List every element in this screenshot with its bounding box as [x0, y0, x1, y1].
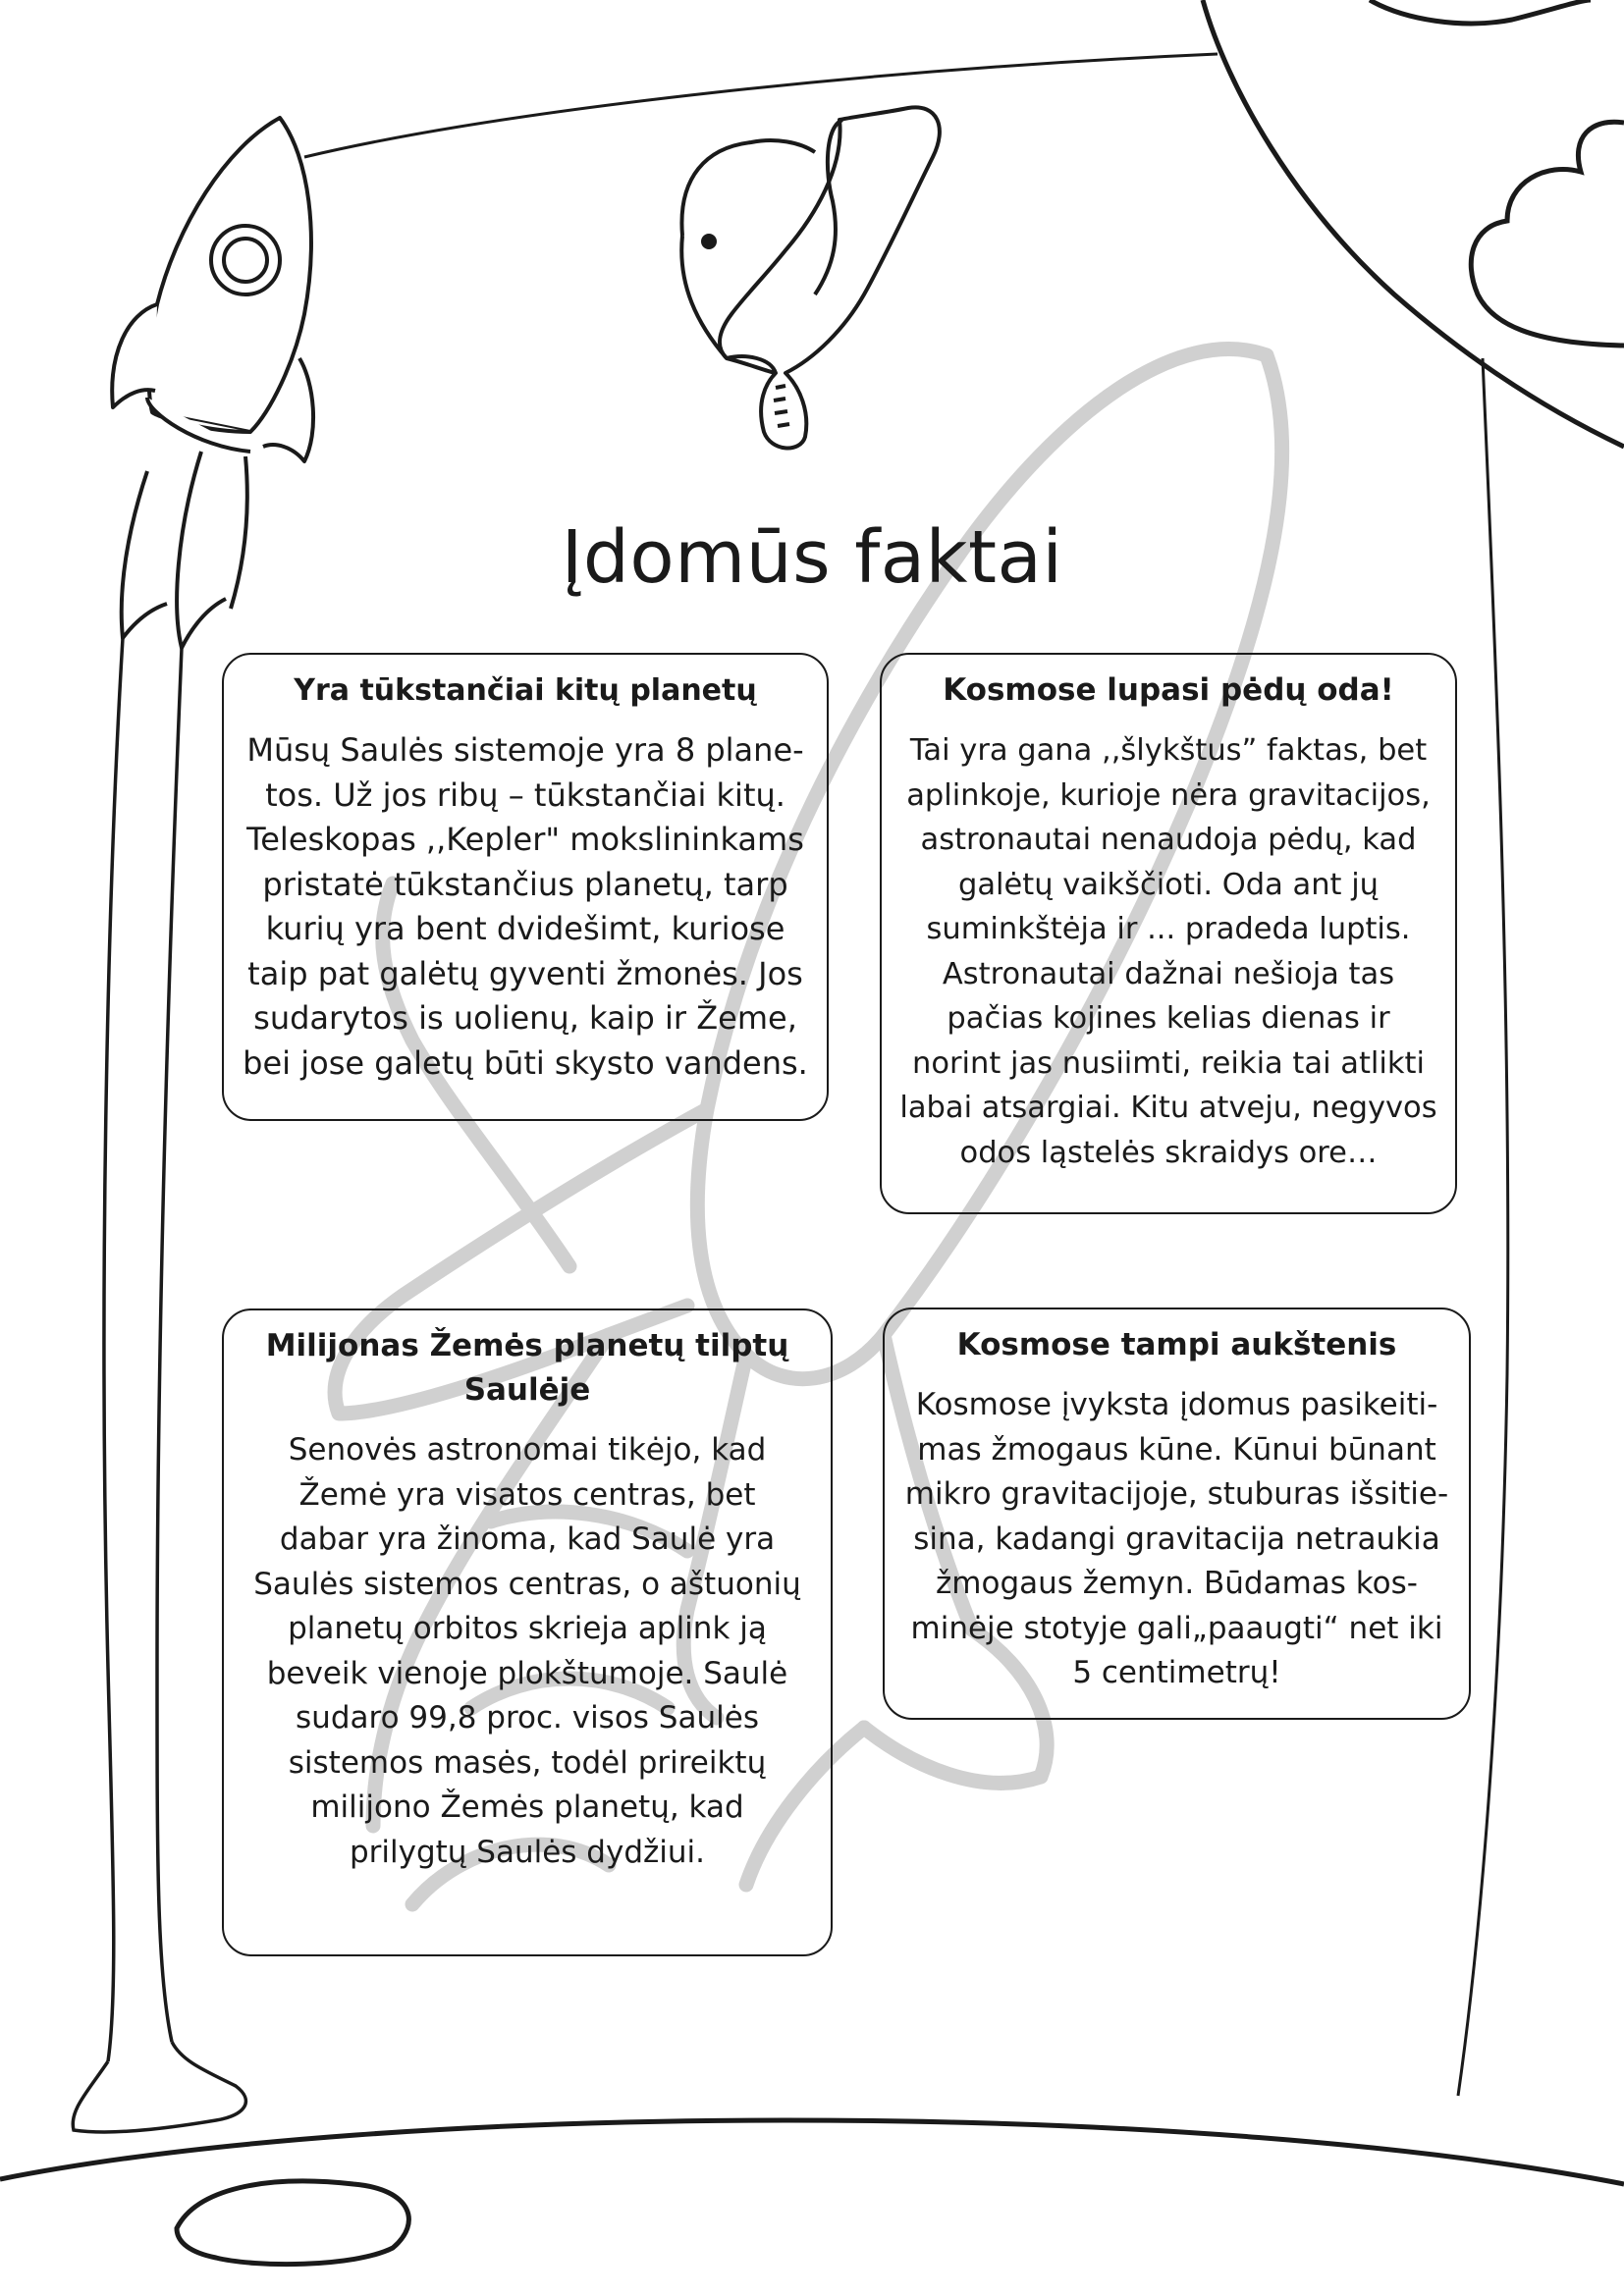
fact-box-sun-size [222, 1308, 833, 1956]
fact-body: Tai yra gana ,,šlykštus” faktas, bet aplinkoje, kurioje nėra gravitacijos, astronautai nenaudoja pėdų, kad galėtų vaikščioti. Oda ant jų suminkštėja ir ... pradeda luptis. Astronautai dažnai nešioja tas pačias kojines kelias dienas ir norint jas nusiimti, reikia tai atlikti labai atsargiai. Kitu atveju, negyvos odos ląstelės skraidys ore… [899, 733, 1437, 1170]
fact-box-feet-skin [880, 653, 1457, 1214]
fact-box-taller-in-space [883, 1308, 1471, 1720]
fact-heading: Yra tūkstančiai kitų planetų [294, 673, 757, 708]
fact-box-planets [222, 653, 829, 1121]
elephant-icon [681, 107, 940, 448]
fact-body: Mūsų Saulės sistemoje yra 8 plane- tos. Už jos ribų – tūkstančiai kitų. Teleskopas ,,Kepler" mokslininkams pristatė tūkstančius planetų, tarp kurių yra bent dvidešimt, kuriose taip pat galėtų gyventi žmonės. Jos sudarytos is uolienų, kaip ir Žeme, bei jose galetų būti skysto vandens. [243, 731, 808, 1082]
fact-body: Senovės astronomai tikėjo, kad Žemė yra visatos centras, bet dabar yra žinoma, kad Saulė yra Saulės sistemos centras, o aštuonių planetų orbitos skrieja aplink ją beveik vienoje plokštumoje. Saulė sudaro 99,8 proc. visos Saulės sistemos masės, todėl prireiktų milijono Žemės planetų, kad prilygtų Saulės dydžiui. [253, 1432, 801, 1870]
page-title: Įdomūs faktai [561, 515, 1063, 600]
fact-heading: Milijonas Žemės planetų tilptų Saulėje [265, 1328, 789, 1408]
ground-surface [0, 2120, 1624, 2265]
planet-icon [1203, 0, 1624, 447]
rocket-exhaust-plume [73, 638, 245, 2132]
fact-heading: Kosmose lupasi pėdų oda! [943, 672, 1394, 708]
fact-heading: Kosmose tampi aukštenis [956, 1327, 1397, 1362]
fact-body: Kosmose įvyksta įdomus pasikeiti- mas žmogaus kūne. Kūnui būnant mikro gravitacijoje, stuburas išsitie- sina, kadangi gravitacija netraukia žmogaus žemyn. Būdamas kos- minėje stotyje gali„paaugti“ net iki 5 centimetrų! [904, 1387, 1449, 1690]
